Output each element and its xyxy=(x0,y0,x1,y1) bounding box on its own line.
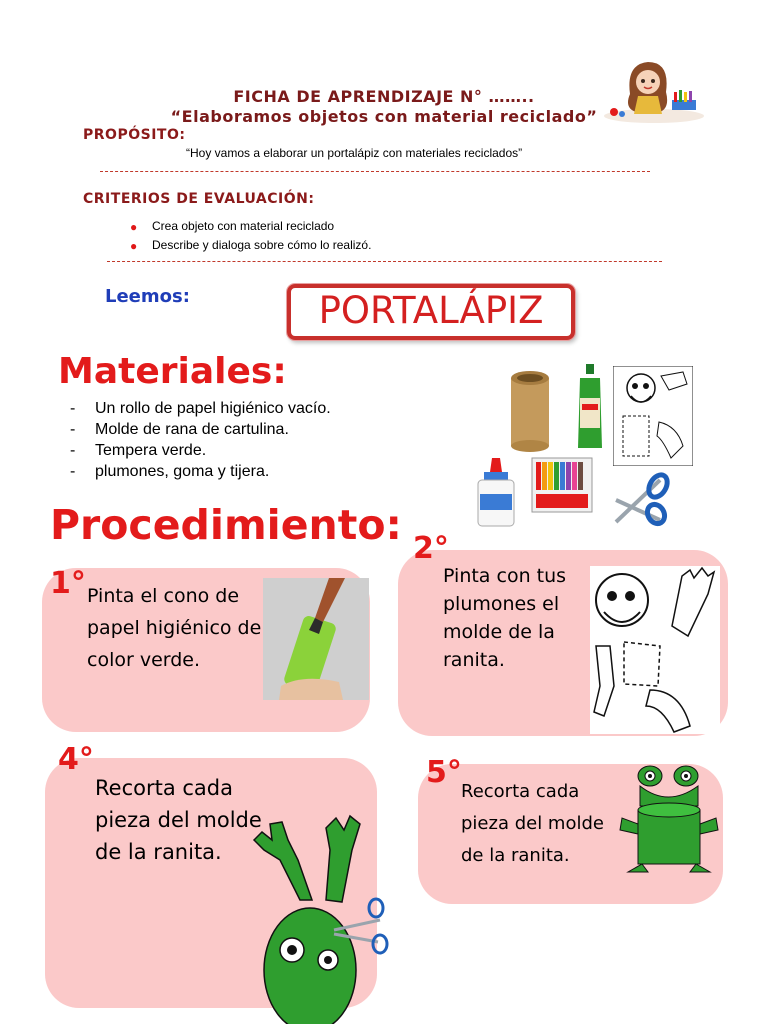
list-item: - Tempera verde. xyxy=(70,442,207,459)
criterios-label: CRITERIOS DE EVALUACIÓN: xyxy=(83,191,315,207)
divider xyxy=(107,261,662,262)
worksheet-title: FICHA DE APRENDIZAJE N° …….. xyxy=(233,87,535,106)
frog-outline-image xyxy=(590,566,720,734)
step-number: 4° xyxy=(58,742,94,777)
list-item: - Molde de rana de cartulina. xyxy=(70,421,289,438)
painting-roll-photo xyxy=(263,578,369,700)
portalapiz-title-box: PORTALÁPIZ xyxy=(287,284,575,340)
frog-template-image xyxy=(613,366,693,466)
step-text: Recorta cada pieza del molde de la ranita. xyxy=(95,776,262,864)
divider xyxy=(100,171,650,172)
toilet-paper-roll-image xyxy=(505,368,555,453)
step-number: 2° xyxy=(413,531,449,566)
materiales-title: Materiales: xyxy=(58,351,287,392)
step-text: Pinta con tus plumones el molde de la ranita. xyxy=(443,565,567,671)
girl-drawing-illustration xyxy=(600,56,708,124)
step-text: Recorta cada pieza del molde de la ranita. xyxy=(461,781,604,866)
list-item: ● Describe y dialoga sobre cómo lo realizó. xyxy=(130,238,372,253)
green-frog-pieces-image xyxy=(240,810,390,1024)
green-paint-bottle-image xyxy=(574,364,606,450)
list-item: ● Crea objeto con material reciclado xyxy=(130,219,335,234)
proposito-label: PROPÓSITO: xyxy=(83,127,186,143)
proposito-text: “Hoy vamos a elaborar un portalápiz con materiales reciclados” xyxy=(186,146,523,160)
criterios-list xyxy=(130,219,372,257)
list-item: - Un rollo de papel higiénico vacío. xyxy=(70,400,331,417)
step-number: 5° xyxy=(426,755,462,790)
step-text: Pinta el cono de papel higiénico de color verde. xyxy=(87,585,262,671)
procedimiento-title: Procedimiento: xyxy=(50,501,402,549)
frog-pencil-holder-image xyxy=(618,764,722,874)
step-number: 1° xyxy=(50,566,86,601)
list-item: - plumones, goma y tijera. xyxy=(70,463,270,480)
glue-bottle-image xyxy=(474,458,518,528)
leemos-label: Leemos: xyxy=(105,286,190,307)
scissors-image xyxy=(610,470,670,532)
markers-pack-image xyxy=(530,456,594,514)
materiales-list xyxy=(70,400,331,484)
worksheet-subtitle: “Elaboramos objetos con material reciclado” xyxy=(170,107,598,126)
